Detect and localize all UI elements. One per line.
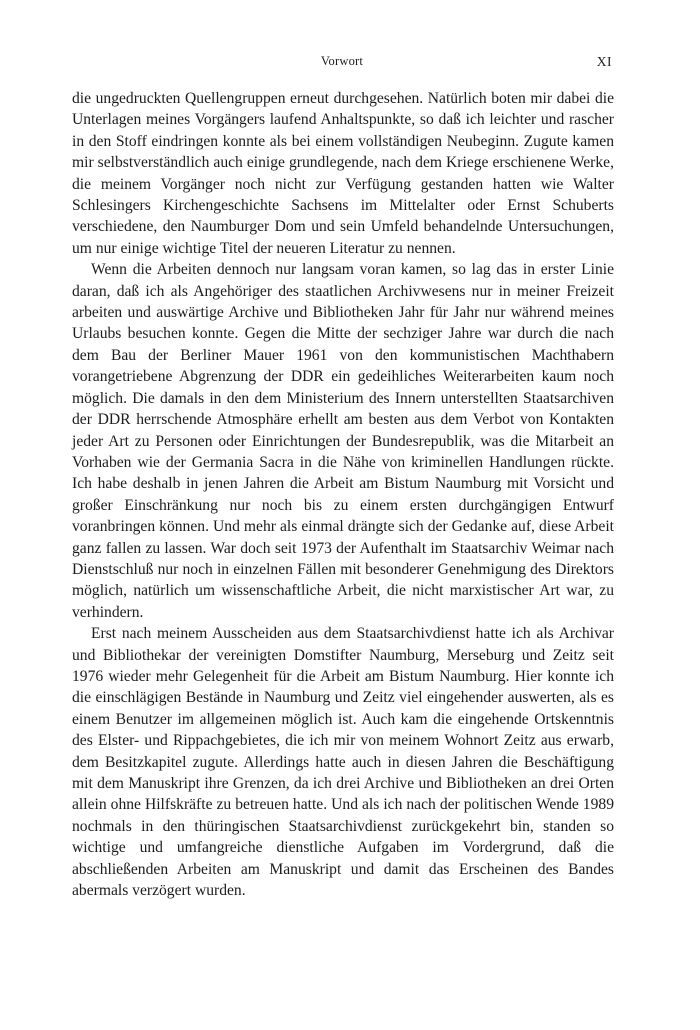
running-title: Vorwort: [320, 54, 364, 68]
paragraph-domstifter: Erst nach meinem Ausscheiden aus dem Staatsarchivdienst hatte ich als Archivar und Bibliothekar der vereinigten Domstifter Naumburg, Merseburg und Zeitz seit 1976 wieder mehr Gelegenheit für die Arbeit am Bistum Naumburg. Hier konnte ich die einschlägigen Bestände in Naumburg und Zeitz viel eingehender auswerten, als es einem Benutzer im allgemeinen möglich ist. Auch kam die eingehende Ortskenntnis des Elster- und Rippachgebietes, die ich mir von meinem Wohnort Zeitz aus erwarb, dem Besitzkapitel zugute. Allerdings hatte auch in diesen Jahren die Beschäftigung mit dem Manuskript ihre Grenzen, da ich drei Archive und Bibliotheken an drei Orten allein ohne Hilfskräfte zu betreuen hatte. Und als ich nach der politischen Wende 1989 nochmals in den thüringischen Staatsarchivdienst zurückgekehrt bin, standen so wichtige und umfangreiche dienstliche Aufgaben im Vordergrund, daß die abschließenden Arbeiten am Manuskript und damit das Erscheinen des Bandes abermals verzögert wurden.: [72, 625, 614, 900]
paragraph-continuation: die ungedruckten Quellengruppen erneut durchgesehen. Natürlich boten mir dabei die Unterlagen meines Vorgängers laufend Anhaltspunkte, so daß ich leichter und rascher in den Stoff eindringen konnte als bei einem vollständigen Neubeginn. Zugute kamen mir selbstverständlich auch einige grundlegende, nach dem Kriege erschienene Werke, die meinem Vorgänger noch nicht zur Verfügung gestanden hatten wie Walter Schlesingers Kirchengeschichte Sachsens im Mittelalter oder Ernst Schuberts verschiedene, den Naumburger Dom und sein Umfeld behandelnde Untersuchungen, um nur einige wichtige Titel der neueren Literatur zu nennen.: [72, 90, 614, 257]
running-head: [72, 54, 612, 74]
page-number: XI: [596, 54, 612, 69]
body-text: [72, 88, 614, 901]
paragraph-archive-work: Wenn die Arbeiten dennoch nur langsam voran kamen, so lag das in erster Linie daran, daß ich als Angehöriger des staatlichen Archivwesens nur in meiner Freizeit arbeiten und auswärtige Archive und Bibliotheken Jahr für Jahr nur während meines Urlaubs besuchen konnte. Gegen die Mitte der sechziger Jahre war durch die nach dem Bau der Berliner Mauer 1961 von den kommunistischen Machthabern vorangetriebene Abgrenzung der DDR ein gedeihliches Weiterarbeiten kaum noch möglich. Die damals in den dem Ministerium des Innern unterstellten Staatsarchiven der DDR herrschende Atmosphäre erhellt am besten aus dem Verbot von Kontakten jeder Art zu Personen oder Einrichtungen der Bundesrepublik, was die Mitarbeit an Vorhaben wie der Germania Sacra in die Nähe von kriminellen Handlungen rückte. Ich habe deshalb in jenen Jahren die Arbeit am Bistum Naumburg mit Vorsicht und großer Einschränkung nur noch bis zu einem ersten durchgängigen Entwurf voranbringen können. Und mehr als einmal drängte sich der Gedanke auf, diese Arbeit ganz fallen zu lassen. War doch seit 1973 der Aufenthalt im Staatsarchiv Weimar nach Dienstschluß nur noch in einzelnen Fällen mit besonderer Genehmigung des Direktors möglich, natürlich um wissenschaftliche Arbeit, die nicht marxistischer Art war, zu verhindern.: [72, 261, 614, 621]
